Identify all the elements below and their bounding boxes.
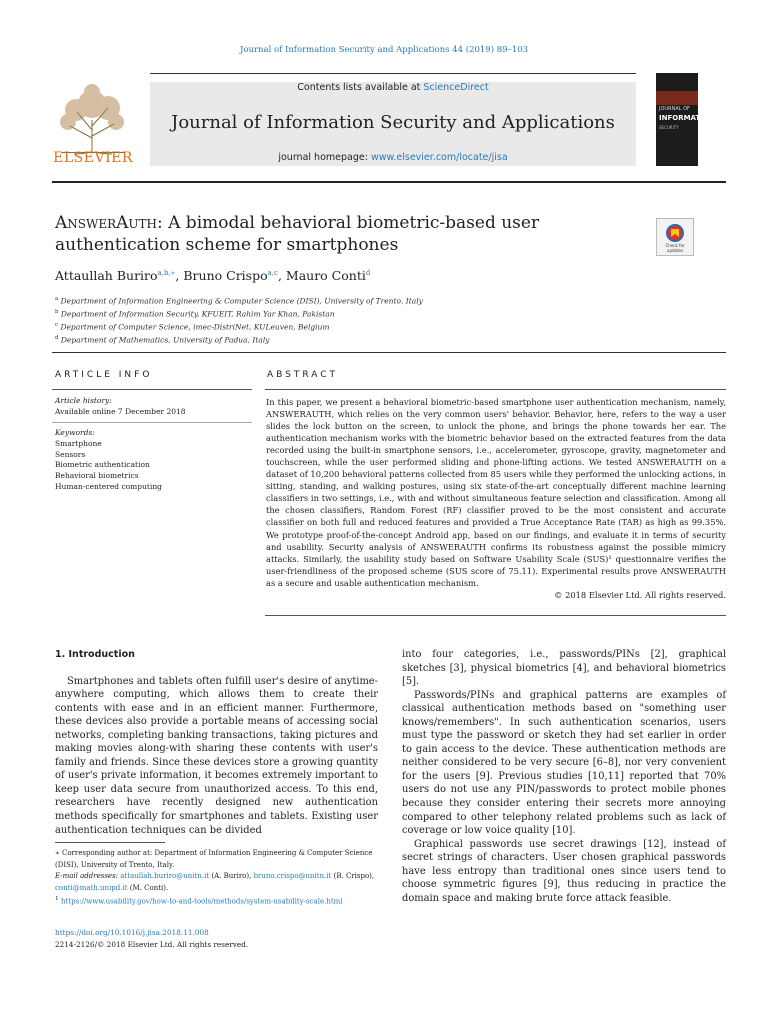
affiliation	[55, 307, 423, 320]
footnote-mark: 1	[55, 896, 59, 902]
footnote-1	[55, 894, 378, 908]
keyword: Biometric authentication	[55, 460, 150, 470]
affiliations	[55, 294, 423, 346]
homepage-prefix: journal homepage:	[278, 152, 371, 163]
email-link[interactable]: bruno.crispo@unitn.it	[253, 872, 332, 880]
history-value: Available online 7 December 2018	[55, 406, 186, 416]
contents-prefix: Contents lists available at	[297, 82, 424, 93]
keywords-label: Keywords:	[55, 428, 95, 437]
keyword: Sensors	[55, 449, 86, 459]
affil-text: Department of Computer Science, imec-DistriNet, KULeuven, Belgium	[60, 322, 330, 332]
sciencedirect-link[interactable]: ScienceDirect	[423, 82, 489, 93]
title-system-name: AnswerAuth	[55, 213, 157, 233]
author-name: Mauro Conti	[285, 268, 366, 283]
affil-text: Department of Information Engineering & Computer Science (DISI), University of Trento, Italy	[60, 296, 423, 306]
copyright: © 2018 Elsevier Ltd. All rights reserved.	[554, 589, 726, 600]
affil-mark: d	[55, 335, 59, 341]
history-label: Article history:	[55, 396, 112, 405]
cover-stripe	[656, 91, 698, 105]
email-link[interactable]: attaullah.buriro@unitn.it	[120, 872, 210, 880]
journal-title: Journal of Information Security and Applications	[171, 112, 615, 133]
abstract-body	[266, 396, 726, 601]
affil-text: Department of Information Security, KFUEIT, Rahim Yar Khan, Pakistan	[60, 309, 335, 319]
keyword: Smartphone	[55, 438, 102, 448]
divider	[150, 73, 636, 74]
abstract-text: In this paper, we present a behavioral biometric-based smartphone user authentication mechanism, namely, ANSWERAUTH, which relies on the very common users' behavior. Behavior, here, refers to the way a user slides the lock button on the screen, to unlock the phone, and brings the phone towards her ear. The authentication mechanism works with the biometric behavior based on the extracted features from the data recorded using the built-in smartphone sensors, i.e., accelerometer, gyroscope, gravity, magnetometer and touchscreen, while the user performed sliding and phone-lifting actions. We tested ANSWERAUTH on a dataset of 10,200 behavioral patterns collected from 85 users while they performed the unlocking actions, in sitting, standing, and walking postures, using six state-of-the-art conceptually different machine learning classifiers in two settings, i.e., with and without simultaneous feature selection and classification. Among all the chosen classifiers, Random Forest (RF) classifier proved to be the most consistent and accurate classifier on both full and reduced features and provided a True Acceptance Rate (TAR) as high as 99.35%. We prototype proof-of-the-concept Android app, based on our findings, and evaluate it in terms of security and usability. Security analysis of ANSWERAUTH confirms its robustness against the possible mimicry attacks. Similarly, the usability study based on Software Usability Scale (SUS)¹ questionnaire verifies the user-friendliness of the proposed scheme (SUS score of 75.11). Experimental results prove ANSWERAUTH as a secure and usable authentication mechanism.	[266, 397, 726, 588]
title-part1: : A bimodal behavioral biometric-based user	[157, 213, 540, 233]
journal-reference[interactable]: Journal of Information Security and Applications 44 (2019) 89–103	[239, 45, 529, 55]
doi-link[interactable]: https://doi.org/10.1016/j.jisa.2018.11.008	[55, 928, 209, 937]
intro-column-left	[55, 648, 378, 837]
paragraph: Smartphones and tablets often fulfill user's desire of anytime-anywhere computing, which allows them to create their contents with ease and in an efficient manner. Furthermore, these devices also provide a portable means of accessing social networks, completing banking transactions, taking pictures and making movies along-with sharing these contents with user's family and friends. Since these devices store a growing quantity of user's private information, it becomes extremely important to keep user data secure from unauthorized access. To this end, researchers have recently designed new authentication methods specifically for smartphones and tablets. Existing user authentication techniques can be divided	[55, 675, 378, 836]
keywords	[55, 428, 162, 493]
paragraph: into four categories, i.e., passwords/PINs [2], graphical sketches [3], physical biometrics [4], and behavioral biometrics [5].	[402, 649, 726, 688]
footnote-rule	[55, 842, 165, 843]
intro-column-right	[402, 648, 726, 905]
affiliation	[55, 294, 423, 307]
author-name: Bruno Crispo	[183, 268, 268, 283]
cover-line1: JOURNAL OF	[659, 106, 690, 112]
divider	[265, 389, 726, 390]
issn-line: 2214-2126/© 2018 Elsevier Ltd. All rights reserved.	[55, 939, 249, 949]
author-affil-mark[interactable]: a,b,∗	[157, 268, 176, 277]
divider	[265, 615, 726, 616]
author-list: Attaullah Buriro$^{a,b,∗}$, Bruno Crispo$^{a,c}$, Mauro Conti$^d$	[55, 268, 371, 283]
corresponding-note: ∗ Corresponding author at: Department of Information Engineering & Computer Science (DISI), University of Trento, Italy.	[55, 849, 373, 869]
email-note	[55, 871, 378, 894]
paper-title	[55, 212, 625, 256]
email-owner: (M. Conti).	[127, 883, 169, 892]
affiliation	[55, 333, 423, 346]
author-affil-mark[interactable]: d	[365, 268, 371, 277]
divider	[52, 389, 252, 390]
sus-link[interactable]: https://www.usability.gov/how-to-and-tools/methods/system-usability-scale.html	[60, 897, 343, 906]
contents-line	[150, 82, 636, 93]
keyword: Behavioral biometrics	[55, 471, 139, 481]
divider	[52, 352, 726, 353]
section-heading: 1. Introduction	[55, 649, 135, 660]
elsevier-logo	[52, 80, 134, 166]
doi-block	[55, 927, 248, 950]
title-part2: authentication scheme for smartphones	[55, 235, 399, 255]
affil-mark: c	[55, 322, 59, 328]
affil-mark: b	[55, 309, 59, 315]
journal-cover[interactable]	[656, 73, 715, 166]
homepage-link[interactable]: www.elsevier.com/locate/jisa	[370, 152, 508, 163]
check-for-updates-button[interactable]	[656, 218, 694, 256]
author-affil-mark[interactable]: a,c	[267, 268, 278, 277]
affiliation	[55, 320, 423, 333]
homepage-line	[150, 152, 636, 163]
affil-text: Department of Mathematics, University of Padua, Italy	[60, 335, 270, 345]
email-owner: (B. Crispo),	[331, 872, 375, 880]
author-name: Attaullah Buriro	[55, 268, 158, 283]
article-info-heading: ARTICLE INFO	[55, 370, 153, 380]
abstract-heading: ABSTRACT	[267, 370, 339, 380]
article-history	[55, 396, 186, 417]
keyword: Human-centered computing	[55, 481, 162, 491]
cover-line3: SECURITY	[659, 125, 679, 130]
footnotes	[55, 848, 378, 908]
header-rule	[52, 181, 726, 183]
email-owner: (A. Buriro),	[209, 872, 254, 880]
cover-line2: INFORMATION	[659, 114, 715, 122]
email-label: E-mail addresses:	[55, 872, 119, 880]
paragraph: Graphical passwords use secret drawings [12], instead of secret strings of characters. User chosen graphical passwords have less entropy than traditional ones since users tend to choose symmetric figures [9], thus reducing in practice the domain space and making brute force attack feasible.	[402, 838, 726, 904]
divider	[52, 422, 252, 423]
publisher-name: ELSEVIER	[53, 150, 133, 166]
email-link[interactable]: conti@math.unipd.it	[55, 883, 128, 892]
affil-mark: a	[55, 296, 59, 302]
paragraph: Passwords/PINs and graphical patterns are examples of classical authentication methods based on "something user knows/remembers". In such authentication scenarios, users must type the password or sketch they had set earlier in order to gain access to the device. These authentication methods are neither considered to be very secure [6–8], nor very convenient for the users [9]. Previous studies [10,11] reported that 70% users do not use any PIN/passwords to protect mobile phones because they consider entering their secrets more annoying compared to other telephony related problems such as lack of coverage or low voice quality [10].	[402, 689, 726, 837]
check-updates-label: Check for updates	[665, 243, 685, 253]
